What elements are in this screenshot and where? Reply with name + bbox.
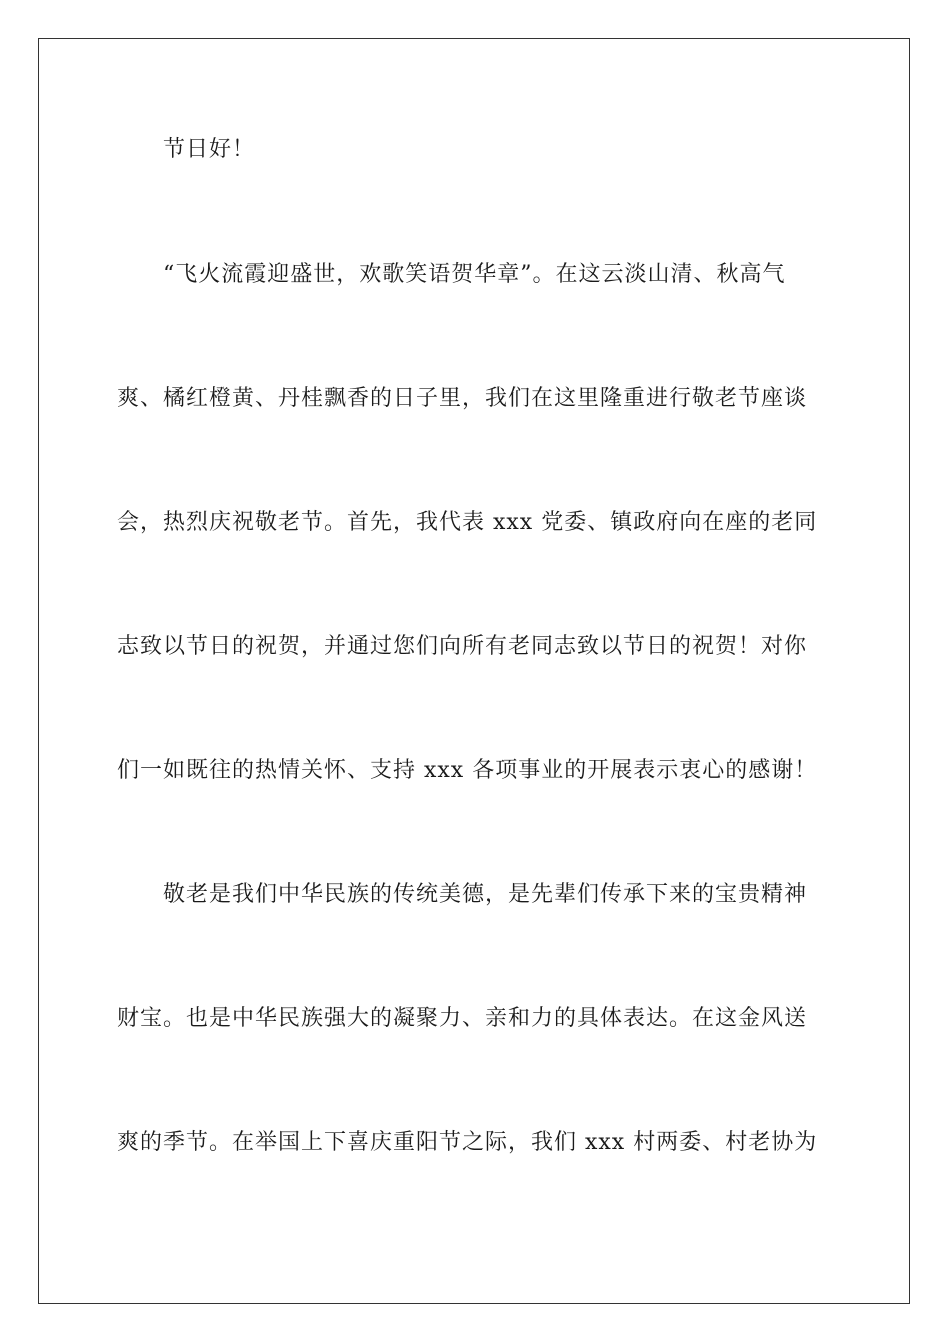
paragraph-2-line-1: 敬老是我们中华民族的传统美德，是先辈们传承下来的宝贵精神	[163, 882, 808, 907]
paragraph-2-line-3: 爽的季节。在举国上下喜庆重阳节之际，我们 xxx 村两委、村老协为	[117, 1130, 818, 1155]
paragraph-1-line-3: 会，热烈庆祝敬老节。首先，我代表 xxx 党委、镇政府向在座的老同	[117, 510, 818, 535]
paragraph-1-line-5: 们一如既往的热情关怀、支持 xxx 各项事业的开展表示衷心的感谢！	[117, 758, 818, 783]
paragraph-1-line-2: 爽、橘红橙黄、丹桂飘香的日子里，我们在这里隆重进行敬老节座谈	[117, 386, 808, 411]
greeting-line: 节日好！	[163, 137, 256, 162]
paragraph-1-line-4: 志致以节日的祝贺，并通过您们向所有老同志致以节日的祝贺！对你	[117, 634, 808, 659]
paragraph-1-line-1: “飞火流霞迎盛世，欢歌笑语贺华章”。在这云淡山清、秋高气	[163, 262, 786, 287]
page-border	[38, 38, 910, 1304]
paragraph-2-line-2: 财宝。也是中华民族强大的凝聚力、亲和力的具体表达。在这金风送	[117, 1006, 808, 1031]
